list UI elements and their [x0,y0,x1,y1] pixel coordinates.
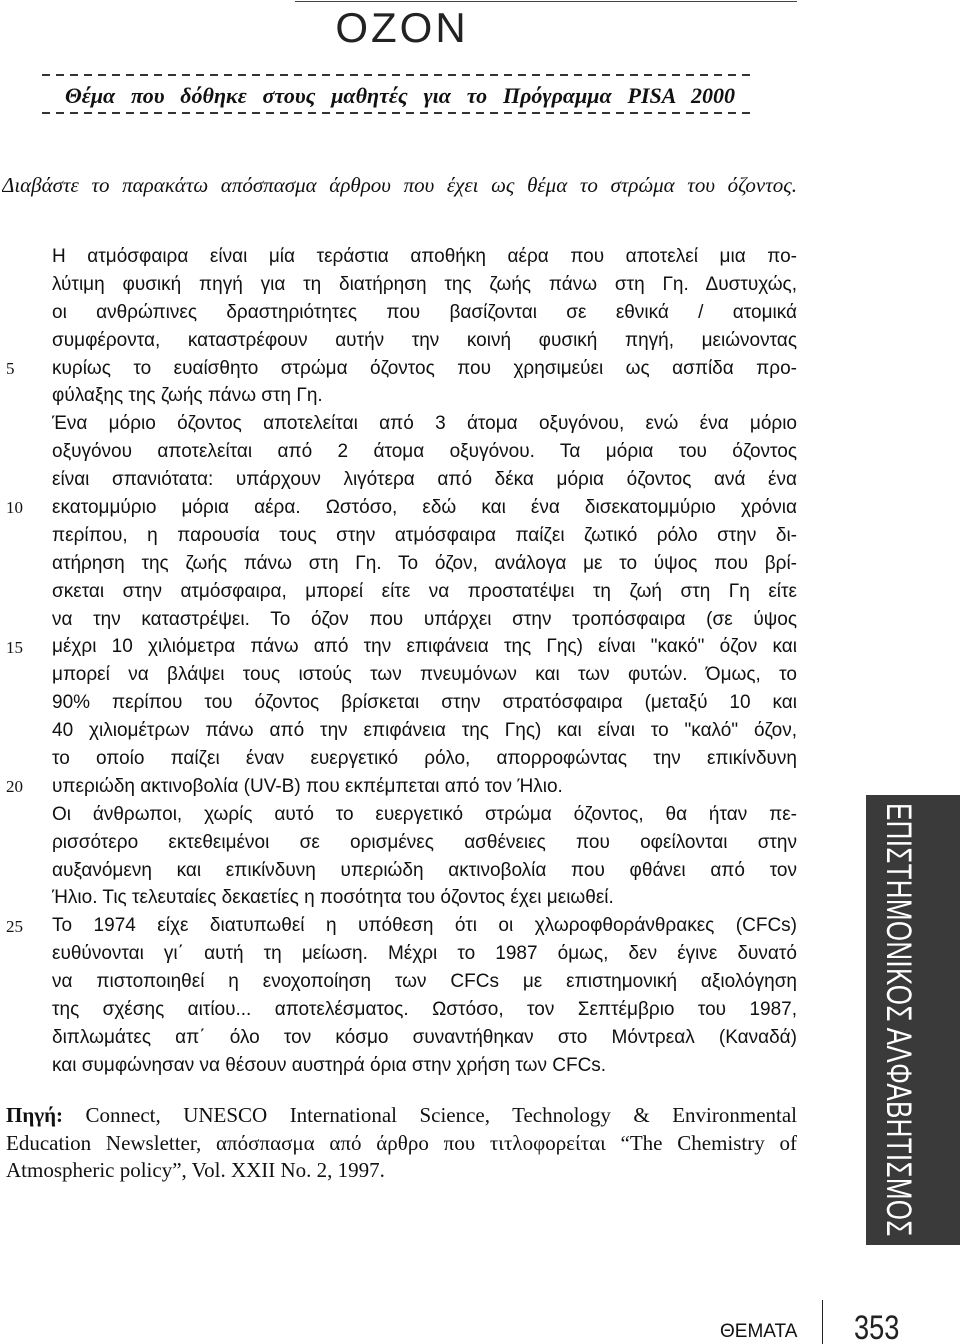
article-line: είναι σπανιότατα: υπάρχουν λιγότερα από δέκα μόρια όζοντος ανά ένα [52,469,797,491]
source-citation [6,1102,797,1185]
article-line: ατήρηση της ζωής πάνω στη Γη. Το όζον, ανάλογα με το ύψος που βρί- [52,552,797,574]
article-line: μέχρι 10 χιλιόμετρα πάνω από την επιφάνεια της Γης) είναι "κακό" όζον και [52,636,797,658]
article-line: περίπου, η παρουσία τους στην ατμόσφαιρα παίζει ζωτικό ρόλο στην δι- [52,524,797,546]
source-text: Education Newsletter, απόσπασμα από άρθρο που τιτλοφορείται “The Chemistry of [6,1130,797,1155]
article-text [52,243,797,1080]
article-line: το οποίο παίζει έναν ευεργετικό ρόλο, απορροφώντας την επικίνδυνη [52,748,797,770]
article-line: να πιστοποιηθεί η ενοχοποίηση των CFCs με επιστημονική αξιολόγηση [52,971,797,993]
source-label: Πηγή: [6,1103,64,1127]
article-line: Ήλιο. Τις τελευταίες δεκαετίες η ποσότητα του όζοντος έχει μειωθεί. [52,887,614,909]
article-line: φύλαξης της ζωής πάνω στη Γη. [52,385,323,407]
article-line: αυξανόμενη και επικίνδυνη υπεριώδη ακτινοβολία που φθάνει από τον [52,859,797,881]
source-text: Connect, UNESCO International Science, Technology & Environmental [85,1103,797,1127]
source-line [6,1157,797,1185]
footer-section-label: ΘΕΜΑΤΑ [720,1321,798,1342]
article-line: να την καταστρέψει. Το όζον που υπάρχει στην τροπόσφαιρα (σε ύψος [52,608,797,630]
dashed-divider-bottom [42,112,755,114]
dashed-divider-top [42,74,755,76]
article-line: οξυγόνου αποτελείται από 2 άτομα οξυγόνου. Τα μόρια του όζοντος [52,441,797,463]
article-line: της σχέσης αιτίου... αποτελέσματος. Ωστόσο, τον Σεπτέμβριο του 1987, [52,999,797,1021]
article-line: εκατομμύριο μόρια αέρα. Ωστόσο, εδώ και ένα δισεκατομμύριο χρόνια [52,497,797,519]
top-rule [295,1,797,2]
article-line: 40 χιλιομέτρων πάνω από την επιφάνεια της Γης) και είναι το "καλό" όζον, [52,720,797,742]
footer-divider [822,1300,823,1344]
line-number: 20 [6,777,23,797]
article-line: Το 1974 είχε διατυπωθεί η υπόθεση ότι οι χλωροφθοράνθρακες (CFCs) [52,915,797,937]
article-line: σκεται στην ατμόσφαιρα, μπορεί είτε να προστατέψει τη ζωή στη Γη είτε [52,580,797,602]
article-line: Οι άνθρωποι, χωρίς αυτό το ευεργετικό στρώμα όζοντος, θα ήταν πε- [52,803,797,825]
article-line: και συμφώνησαν να θέσουν αυστηρά όρια στην χρήση των CFCs. [52,1054,607,1076]
article-line: Η ατμόσφαιρα είναι μία τεράστια αποθήκη αέρα που αποτελεί μια πο- [52,246,797,267]
page-title: OZON [335,4,469,51]
article-line: μπορεί να βλάψει τους ιστούς των πνευμόνων και των φυτών. Όμως, το [52,664,797,686]
task-subtitle: Θέμα που δόθηκε στους μαθητές για το Πρόγραμμα PISA 2000 [65,83,735,108]
article-line: ρισσότερο εκτεθειμένοι σε ορισμένες ασθένειες που οφείλονται στην [52,831,797,853]
side-tab-label: ΕΠΙΣΤΗΜΟΝΙΚΟΣ ΑΛΦΑΒΗΤΙΣΜΟΣ [878,803,920,1237]
source-text: Atmospheric policy”, Vol. XXII No. 2, 1997. [6,1158,385,1183]
article-line: συμφέροντα, καταστρέφουν αυτήν την κοινή φυσική πηγή, μειώνοντας [52,329,797,351]
line-number-column [6,243,46,1073]
article-line: διπλωμάτες απ΄ όλο τον κόσμο συναντήθηκαν στο Μόντρεαλ (Καναδά) [52,1026,797,1048]
line-number: 25 [6,916,23,936]
reading-instruction: Διαβάστε το παρακάτω απόσπασμα άρθρου που έχει ως θέμα το στρώμα του όζοντος. [2,173,797,197]
article-line: κυρίως το ευαίσθητο στρώμα όζοντος που χρησιμεύει ως ασπίδα προ- [52,357,797,379]
page-number: 353 [854,1309,900,1344]
article-line: υπεριώδη ακτινοβολία (UV-B) που εκπέμπεται από τον Ήλιο. [52,775,563,797]
line-number: 5 [6,358,15,378]
line-number: 15 [6,637,23,657]
article-line: Ένα μόριο όζοντος αποτελείται από 3 άτομα οξυγόνου, ενώ ένα μόριο [52,413,797,435]
article-line: λύτιμη φυσική πηγή για τη διατήρηση της ζωής πάνω στη Γη. Δυστυχώς, [52,273,797,295]
article-line: οι ανθρώπινες δραστηριότητες που βασίζονται σε εθνικά / ατομικά [52,301,797,323]
source-line [6,1130,797,1158]
side-tab [866,795,960,1245]
source-line [6,1102,797,1130]
line-number: 10 [6,498,23,518]
article-line: ευθύνονται γι΄ αυτή τη μείωση. Μέχρι το 1987 όμως, δεν έγινε δυνατό [52,943,797,965]
article-line: 90% περίπου του όζοντος βρίσκεται στην στρατόσφαιρα (μεταξύ 10 και [52,692,797,714]
